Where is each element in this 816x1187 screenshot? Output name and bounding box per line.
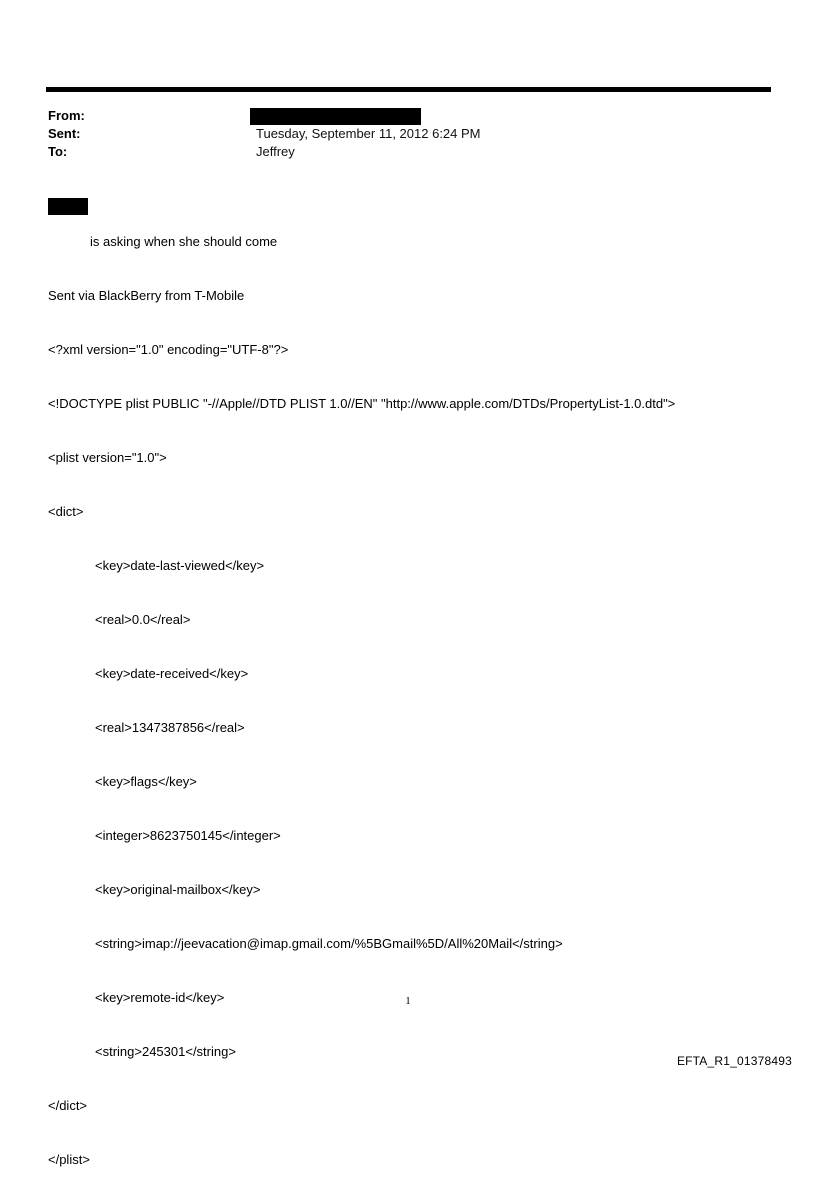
from-label: From:	[48, 108, 85, 123]
body-line: is asking when she should come	[90, 234, 278, 249]
sent-label: Sent:	[48, 126, 81, 141]
body-line: <real>1347387856</real>	[95, 720, 245, 735]
body-line: <key>date-last-viewed</key>	[95, 558, 265, 573]
page-number: 1	[405, 995, 411, 1007]
body-line: <key>date-received</key>	[95, 666, 249, 681]
body-line: <integer>8623750145</integer>	[95, 828, 281, 843]
body-line: <dict>	[48, 504, 84, 519]
body-line: <plist version="1.0">	[48, 450, 167, 465]
body-line: <?xml version="1.0" encoding="UTF-8"?>	[48, 342, 289, 357]
redacted-name	[48, 198, 88, 215]
body-line: </plist>	[48, 1152, 90, 1167]
body-line: <!DOCTYPE plist PUBLIC "-//Apple//DTD PLIST 1.0//EN" "http://www.apple.com/DTDs/PropertyList-1.0.dtd">	[48, 396, 676, 411]
to-value: Jeffrey	[256, 144, 295, 159]
header-rule	[46, 87, 771, 92]
sent-value: Tuesday, September 11, 2012 6:24 PM	[256, 126, 481, 141]
body-line: <key>flags</key>	[95, 774, 197, 789]
body-line: <real>0.0</real>	[95, 612, 191, 627]
message-body	[48, 197, 788, 1187]
redacted-sender	[250, 108, 421, 125]
body-line: <key>remote-id</key>	[95, 990, 225, 1005]
body-line: </dict>	[48, 1098, 88, 1113]
bates-number: EFTA_R1_01378493	[676, 1054, 792, 1068]
body-line: <string>245301</string>	[95, 1044, 236, 1059]
to-label: To:	[48, 144, 68, 159]
body-line: Sent via BlackBerry from T-Mobile	[48, 288, 245, 303]
body-line: <key>original-mailbox</key>	[95, 882, 261, 897]
body-line: <string>imap://jeevacation@imap.gmail.com/%5BGmail%5D/All%20Mail</string>	[95, 936, 563, 951]
